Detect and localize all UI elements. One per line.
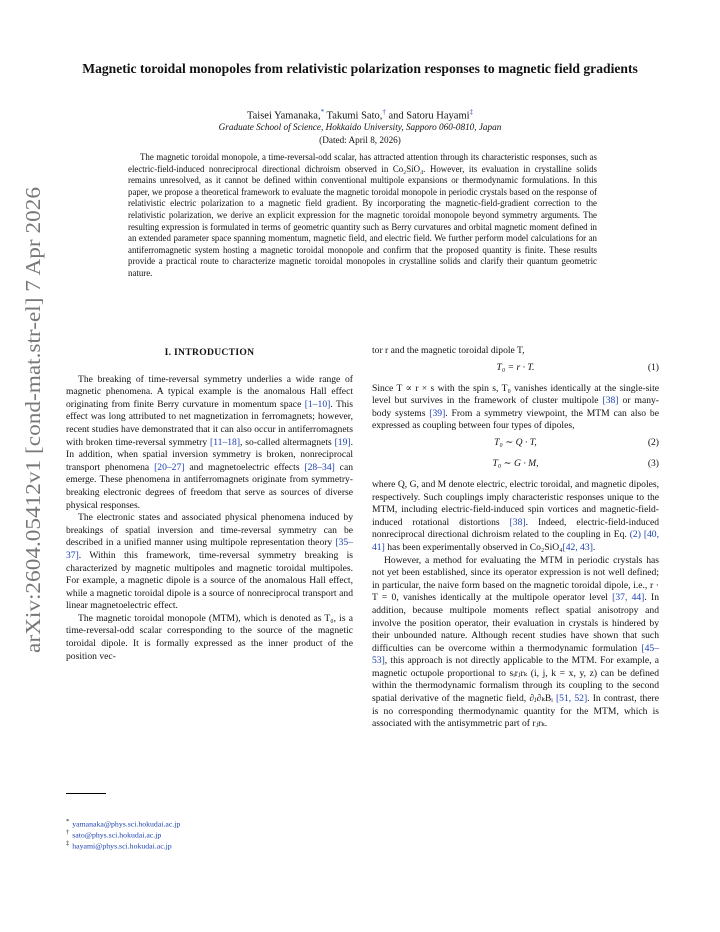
- author-3: and Satoru Hayami: [388, 110, 470, 122]
- citation-link[interactable]: [38]: [509, 516, 526, 528]
- citation-link[interactable]: [28–34]: [304, 461, 335, 473]
- paragraph: [66, 374, 353, 513]
- abstract: The magnetic toroidal monopole, a time-reversal-odd scalar, has attracted attention through its characteristic responses, such as electric-field-induced nonreciprocal directional dichroism observed in Co₂SiO₄. However, its evaluation in crystalline solids remains unresolved, as it cannot be defined within conventional multipole expansions or thermodynamic formulations. In this paper, we propose a theoretical framework to evaluate the magnetic toroidal monopole in periodic crystals based on the response of relativistic electric polarization to a magnetic field gradient. By incorporating the magnetic-field-gradient correction to the relativistic polarization, we derive an explicit expression for the magnetic toroidal monopole beyond symmetry arguments. The resulting expression is formulated in terms of geometric quantity such as Berry curvatures and orbital magnetic moment defined in an extended parameter space spanning momentum, magnetic field, and electric field. We further perform model calculations for an antiferromagnetic system hosting a magnetic toroidal monopole and confirm that the proposed quantity is finite. These results provide a practical route to characterize magnetic toroidal monopoles in crystalline solids and clarify their quantum geometric nature.: [128, 152, 597, 278]
- equation-3: [372, 458, 659, 475]
- equation-body: T₀ = r · T.: [496, 361, 535, 373]
- author-list: [60, 108, 660, 122]
- paragraph-text: The magnetic toroidal monopole (MTM), which is denoted as T₀, is a time-reversal-odd scalar corresponding to the source of the magnetic toroidal dipole. It is formally expressed as the inner product of the position vec-: [66, 612, 353, 662]
- equation-number: (3): [647, 457, 659, 469]
- paragraph-text: and magnetoelectric effects: [184, 461, 305, 473]
- affiliation: Graduate School of Science, Hokkaido University, Sapporo 060-0810, Japan: [218, 122, 502, 132]
- paragraph-text: . From a symmetry viewpoint, the MTM can also be expressed as coupling between four types of dipoles,: [372, 407, 659, 432]
- citation-link[interactable]: [1–10]: [304, 398, 331, 410]
- citation-link[interactable]: [38]: [602, 395, 619, 407]
- paragraph-text: The breaking of time-reversal symmetry underlies a wide range of magnetic phenomena. A typical example is the anomalous Hall effect originating from finite Berry curvature in momentum space: [66, 373, 353, 410]
- author-2-mark[interactable]: †: [382, 108, 386, 116]
- paragraph-text: , so-called altermagnets: [240, 436, 335, 448]
- citation-link[interactable]: [35–37]: [66, 537, 353, 561]
- paragraph-text: can emerge. These phenomena in antiferromagnets originate from symmetry-breaking electronic degrees of freedom that serve as sources of diverse physical responses.: [66, 461, 353, 511]
- equation-2: [372, 437, 659, 454]
- author-1-mark[interactable]: *: [320, 108, 325, 116]
- footnote-2[interactable]: [66, 829, 161, 840]
- citation-link[interactable]: [40, 41]: [372, 529, 659, 553]
- citation-link[interactable]: [45–53]: [372, 642, 659, 667]
- paragraph-text: or many-body systems: [372, 395, 659, 419]
- author-1: Taisei Yamanaka,: [246, 110, 321, 122]
- paragraph-text: where Q, G, and M denote electric, electric toroidal, and magnetic dipoles, respectively. Such couplings imply characteristic responses unique to the MTM, including electric-field-induced spin vortices and magnetic-field-induced rotational distortions: [372, 478, 659, 528]
- footnote-mark: †: [66, 829, 70, 836]
- right-column: [372, 345, 659, 731]
- author-2: Takumi Sato,: [326, 110, 383, 122]
- equation-body: T₀ ∼ G · M,: [492, 457, 539, 469]
- footnote-rule: [66, 793, 106, 794]
- paragraph-text: . This effect was long attributed to net magnetization in ferromagnets; however, recent studies have demonstrated that it can also occur in antiferromagnets with broken time-reversal symmetry: [66, 398, 353, 448]
- paragraph-text: tor r and the magnetic toroidal dipole T,: [372, 345, 525, 356]
- footnote-mark: ‡: [66, 840, 70, 847]
- paragraph: [372, 555, 659, 731]
- email-link[interactable]: sato@phys.sci.hokudai.ac.jp: [72, 830, 162, 840]
- equation-number: (2): [647, 436, 659, 448]
- paragraph-text: , this approach is not directly applicable to the MTM. For example, a magnetic octupole proportional to sᵢrⱼrₖ (i, j, k = x, y, z) can be defined within the thermodynamic formalism through its coupling to the second spatial derivative of the magnetic field, ∂ⱼ∂ₖBᵢ: [372, 655, 659, 705]
- equation-1: [372, 362, 659, 379]
- email-link[interactable]: yamanaka@phys.sci.hokudai.ac.jp: [72, 819, 181, 829]
- paragraph-text: . In addition, because multipole moments reflect spatial anisotropy and involve the position operator, their evaluation in crystals is hindered by their unbounded nature. Although recent studies have shown that such difficulties can be overcome within a thermodynamic formulation: [372, 592, 659, 654]
- paragraph-text: . In contrast, there is no corresponding thermodynamic quantity for the MTM, which is associated with the antisymmetric part of rⱼrₖ.: [372, 693, 660, 730]
- citation-link[interactable]: [42, 43]: [562, 541, 593, 553]
- paragraph: [66, 512, 353, 613]
- citation-link[interactable]: [37, 44]: [612, 592, 645, 604]
- paragraph: [66, 613, 353, 663]
- paragraph-text: . In addition, when spatial inversion symmetry is broken, nonreciprocal transport phenomena: [66, 436, 353, 473]
- paragraph-text: However, a method for evaluating the MTM in periodic crystals has not yet been established, since its operator expression is not well defined; in particular, the naive form based on the magnetic toroidal dipole, i.e., r · T = 0, vanishes identically at the multipole operator level: [372, 554, 659, 604]
- paragraph-text: The electronic states and associated physical phenomena induced by breakings of spatial inversion and time-reversal symmetry can be described in a unified manner using multipole representation theory: [66, 512, 353, 549]
- citation-link[interactable]: [39]: [429, 407, 446, 419]
- paragraph-text: . Within this framework, time-reversal symmetry breaking is characterized by magnetic multipoles and magnetic toroidal multipoles. For example, a magnetic dipole is a source of the anomalous Hall effect, while a magnetic toroidal dipole is a source of nonreciprocal transport and linear magnetoelectric effect.: [66, 549, 353, 612]
- citation-link[interactable]: [19]: [334, 436, 351, 448]
- left-column: [66, 345, 353, 663]
- paragraph-text: has been experimentally observed in Co₂SiO₄: [384, 541, 563, 553]
- paragraph: [372, 383, 659, 433]
- equation-number: (1): [647, 361, 659, 373]
- citation-link[interactable]: (2): [629, 529, 641, 541]
- citation-link[interactable]: [11–18]: [210, 436, 241, 448]
- author-3-mark[interactable]: ‡: [469, 108, 474, 116]
- date-line: (Dated: April 8, 2026): [319, 135, 401, 145]
- paragraph-text: . Indeed, electric-field-induced nonreciprocal directional dichroism related to the coupling in Eq.: [372, 516, 659, 541]
- section-heading: I. INTRODUCTION: [164, 347, 255, 358]
- paragraph-text: Since T ∝ r × s with the spin s, T₀ vanishes identically at the single-site level but survives in the framework of cluster multipole: [372, 382, 659, 407]
- paragraph: [372, 479, 659, 555]
- email-link[interactable]: hayami@phys.sci.hokudai.ac.jp: [72, 841, 172, 851]
- paragraph-text: .: [592, 541, 596, 553]
- equation-body: T₀ ∼ Q · T,: [494, 436, 537, 448]
- footnote-mark: *: [66, 818, 70, 825]
- footnote-1[interactable]: [66, 818, 180, 829]
- arxiv-side-label: [14, 185, 50, 655]
- paper-title: Magnetic toroidal monopoles from relativistic polarization responses to magnetic field gradients: [82, 61, 638, 76]
- svg-text:arXiv:2604.05412v1 [cond-mat.: arXiv:2604.05412v1 [cond-mat.str-el] 7 Apr 2026: [21, 232, 45, 653]
- paragraph: [372, 345, 659, 358]
- citation-link[interactable]: [51, 52]: [555, 693, 588, 705]
- citation-link[interactable]: [20–27]: [154, 461, 185, 473]
- footnote-3[interactable]: [66, 840, 172, 851]
